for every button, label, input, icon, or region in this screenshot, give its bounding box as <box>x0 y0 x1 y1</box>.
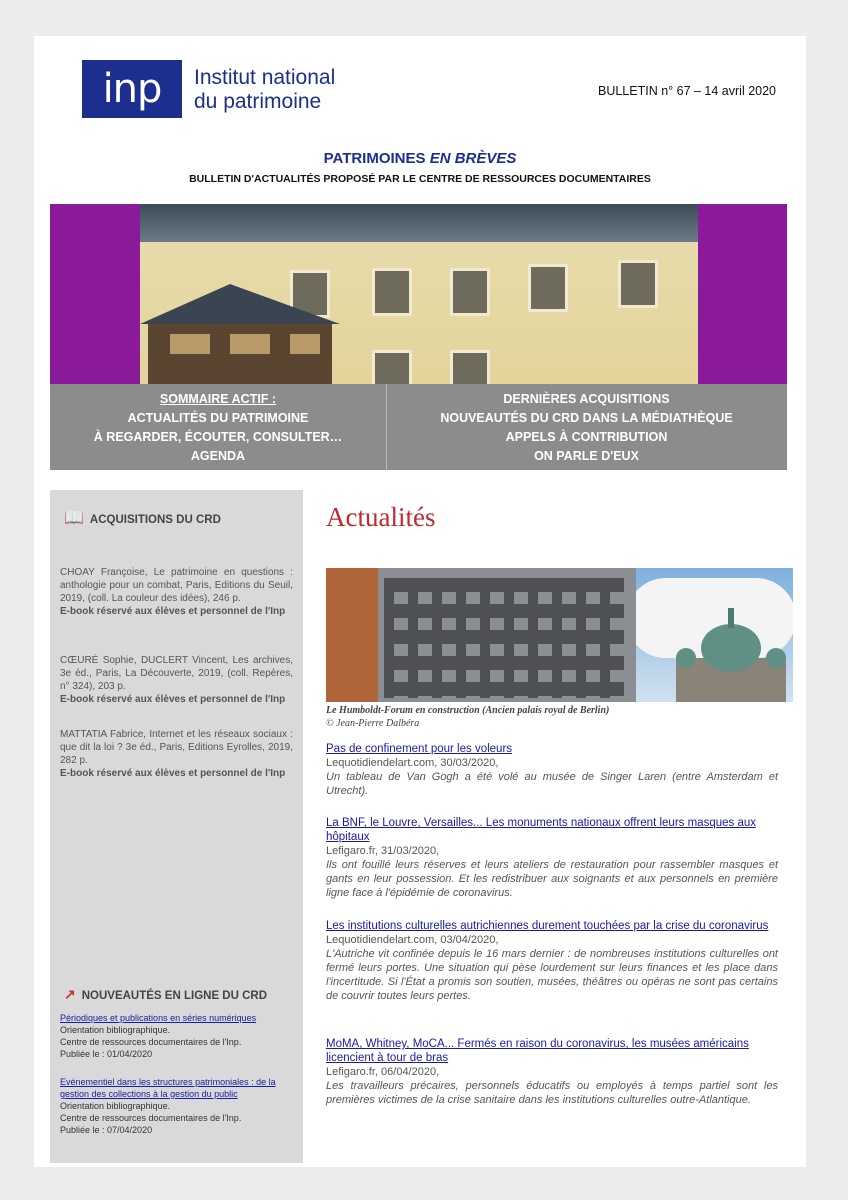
article-desc: Un tableau de Van Gogh a été volé au musée de Singer Laren (entre Amsterdam et Utrecht). <box>326 771 778 797</box>
sommaire-heading: SOMMAIRE ACTIF : <box>159 392 277 406</box>
nouveautes-title: NOUVEAUTÉS EN LIGNE DU CRD <box>81 990 268 1002</box>
article-item <box>326 919 778 1003</box>
sommaire-right <box>386 390 787 466</box>
acquisition-ref: CHOAY Françoise, Le patrimoine en questions : anthologie pour un combat, Paris, Editions du Seuil, 2019, (coll. La couleur des idées), 246 p. <box>60 567 293 604</box>
article-source: Lequotidiendelart.com, 30/03/2020, <box>326 757 499 769</box>
acquisition-item <box>60 728 293 780</box>
window-shape <box>528 264 568 312</box>
article-title-link[interactable]: Pas de confinement pour les voleurs <box>326 743 513 755</box>
sommaire-link-nouveautes[interactable]: NOUVEAUTÉS DU CRD DANS LA MÉDIATHÈQUE <box>440 411 733 425</box>
acquisition-note: E-book réservé aux élèves et personnel de l'Inp <box>60 606 286 617</box>
article-title-link[interactable]: MoMA, Whitney, MoCA... Fermés en raison du coronavirus, les musées américains licencient à tour de bras <box>326 1038 749 1064</box>
acquisitions-title: ACQUISITIONS DU CRD <box>89 514 221 526</box>
article-desc: L'Autriche vit confinée depuis le 16 mars dernier : de nombreuses institutions culturelles ont fermé leurs portes. Une situation qui pèse lourdement sur leurs finances et les place dans l'incertitude. Si l'État a promis son soutien, musées, théâtres ou opéras ne sont pas certains de couvrir toutes leurs pertes. <box>326 948 778 1002</box>
article-source: Lequotidiendelart.com, 03/04/2020, <box>326 934 499 946</box>
banner <box>50 204 787 384</box>
window-shape <box>372 268 412 316</box>
article-item <box>326 1037 778 1107</box>
logo-line-1: Institut national <box>194 66 336 89</box>
sidebar <box>50 490 303 1163</box>
roof-shape <box>140 204 698 242</box>
inp-logo <box>82 60 182 118</box>
banner-photo <box>140 204 698 384</box>
caption-title: Le Humboldt-Forum en construction (Ancien palais royal de Berlin) <box>326 705 610 716</box>
sommaire-link-acquisitions[interactable]: DERNIÈRES ACQUISITIONS <box>503 392 670 406</box>
window-shape <box>372 350 412 384</box>
article-desc: Ils ont fouillé leurs réserves et leurs ateliers de restauration pour rassembler masques et gants en leur possession. Et les redistribuer aux soignants et aux personnels en première ligne face à l'épidémie de coronavirus. <box>326 859 778 899</box>
caption-credit: © Jean-Pierre Dalbéra <box>326 718 420 729</box>
nouveaute-line: Orientation bibliographique. <box>60 1101 171 1111</box>
acquisition-ref: CŒURÉ Sophie, DUCLERT Vincent, Les archives, 3e éd., Paris, La Découverte, 2019, (coll. Repères, n° 324), 203 p. <box>60 655 293 692</box>
logo-line-2: du patrimoine <box>194 90 322 113</box>
title-italic: EN BRÈVES <box>429 150 517 167</box>
nouveaute-item <box>60 1012 293 1060</box>
article-source: Lefigaro.fr, 31/03/2020, <box>326 845 440 857</box>
sommaire-link-regarder[interactable]: À REGARDER, ÉCOUTER, CONSULTER… <box>93 430 343 444</box>
window-grid-shape <box>384 578 624 698</box>
arrow-up-right-icon: ↗ <box>64 986 76 1002</box>
nouveaute-link[interactable]: Périodiques et publications en séries numériques <box>60 1013 257 1023</box>
bulletin-page <box>34 36 806 1167</box>
sommaire-link-on-parle[interactable]: ON PARLE D'EUX <box>534 449 639 463</box>
nouveaute-item <box>60 1076 293 1136</box>
acquisition-note: E-book réservé aux élèves et personnel de l'Inp <box>60 768 286 779</box>
nouveaute-link[interactable]: Evénementiel dans les structures patrimoniales : de la gestion des collections à la gestion du public <box>60 1077 276 1099</box>
acquisitions-heading <box>64 512 221 527</box>
article-title-link[interactable]: La BNF, le Louvre, Versailles... Les monuments nationaux offrent leurs masques aux hôpitaux <box>326 817 756 843</box>
humboldt-forum-photo <box>326 568 793 702</box>
open-book-icon: 📖 <box>64 510 84 527</box>
page-title <box>34 150 806 167</box>
photo-caption <box>326 704 796 730</box>
section-title: Actualités <box>326 502 436 532</box>
nouveautes-heading <box>64 988 267 1003</box>
article-desc: Les travailleurs précaires, personnels éducatifs ou employés à temps partiel sont les premières victimes de la crise sanitaire dans les institutions culturelles outre-Atlantique. <box>326 1080 778 1106</box>
page-subtitle: BULLETIN D'ACTUALITÉS PROPOSÉ PAR LE CENTRE DE RESSOURCES DOCUMENTAIRES <box>189 173 651 185</box>
logo-abbr: inp <box>102 66 162 112</box>
sommaire-link-appels[interactable]: APPELS À CONTRIBUTION <box>505 430 668 444</box>
sommaire-box <box>50 384 787 470</box>
window-shape <box>618 260 658 308</box>
nouveaute-line: Publiée le : 07/04/2020 <box>60 1125 153 1135</box>
title-main: PATRIMOINES <box>323 150 430 167</box>
article-title-link[interactable]: Les institutions culturelles autrichiennes durement touchées par la crise du coronavirus <box>326 920 769 932</box>
bulletin-number: BULLETIN n° 67 – 14 avril 2020 <box>597 84 776 98</box>
article-item <box>326 742 778 798</box>
sommaire-link-agenda[interactable]: AGENDA <box>190 449 246 463</box>
window-shape <box>450 350 490 384</box>
acquisition-note: E-book réservé aux élèves et personnel de l'Inp <box>60 694 286 705</box>
acquisition-item <box>60 566 293 618</box>
pavilion-shape <box>140 274 340 384</box>
sommaire-left <box>50 390 386 466</box>
nouveaute-line: Orientation bibliographique. <box>60 1025 171 1035</box>
scaffold-shape <box>326 568 378 702</box>
article-item <box>326 816 778 900</box>
acquisition-item <box>60 654 293 706</box>
sommaire-link-actualites[interactable]: ACTUALITÉS DU PATRIMOINE <box>127 411 309 425</box>
institution-name <box>194 66 335 114</box>
acquisition-ref: MATTATIA Fabrice, Internet et les réseaux sociaux : que dit la loi ? 3e éd., Paris, Editions Eyrolles, 2019, 282 p. <box>60 729 293 766</box>
nouveaute-line: Centre de ressources documentaires de l'Inp. <box>60 1113 242 1123</box>
window-shape <box>450 268 490 316</box>
nouveaute-line: Publiée le : 01/04/2020 <box>60 1049 153 1059</box>
nouveaute-line: Centre de ressources documentaires de l'Inp. <box>60 1037 242 1047</box>
cathedral-dome-shape <box>676 598 786 702</box>
article-source: Lefigaro.fr, 06/04/2020, <box>326 1066 440 1078</box>
